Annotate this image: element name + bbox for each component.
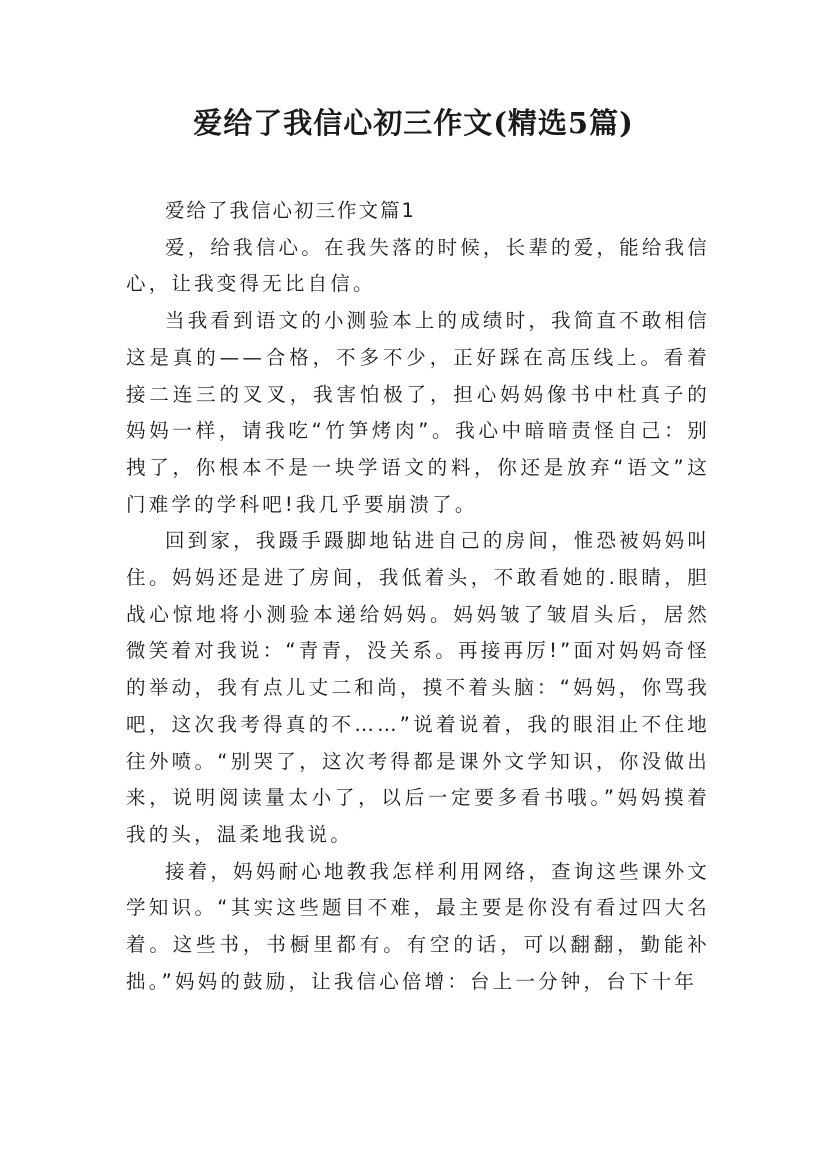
- document-title: 爱给了我信心初三作文(精选5篇): [193, 106, 634, 140]
- paragraph: 当我看到语文的小测验本上的成绩时，我简直不敢相信这是真的——合格，不多不少，正好踩在高压线上。看着接二连三的叉叉，我害怕极了，担心妈妈像书中杜真子的妈妈一样，请我吃“竹笋烤肉”。我心中暗暗责怪自己：别拽了，你根本不是一块学语文的料，你还是放弃“语文”这门难学的学科吧!我几乎要崩溃了。: [126, 309, 710, 516]
- paragraph: 接着，妈妈耐心地教我怎样利用网络，查询这些课外文学知识。“其实这些题目不难，最主要是你没有看过四大名着。这些书，书橱里都有。有空的话，可以翻翻，勤能补拙。”妈妈的鼓励，让我信心倍增：台上一分钟，台下十年: [126, 859, 710, 993]
- article-body: [126, 193, 710, 1000]
- section-heading: 爱给了我信心初三作文篇1: [165, 199, 416, 222]
- paragraph: 回到家，我蹑手蹑脚地钻进自己的房间，惟恐被妈妈叫住。妈妈还是进了房间，我低着头，不敢看她的.眼睛，胆战心惊地将小测验本递给妈妈。妈妈皱了皱眉头后，居然微笑着对我说：“青青，没关系。再接再厉!”面对妈妈奇怪的举动，我有点儿丈二和尚，摸不着头脑：“妈妈，你骂我吧，这次我考得真的不……”说着说着，我的眼泪止不住地往外喷。“别哭了，这次考得都是课外文学知识，你没做出来，说明阅读量太小了，以后一定要多看书哦。”妈妈摸着我的头，温柔地我说。: [126, 529, 710, 846]
- paragraph: 爱，给我信心。在我失落的时候，长辈的爱，能给我信心，让我变得无比自信。: [126, 235, 710, 296]
